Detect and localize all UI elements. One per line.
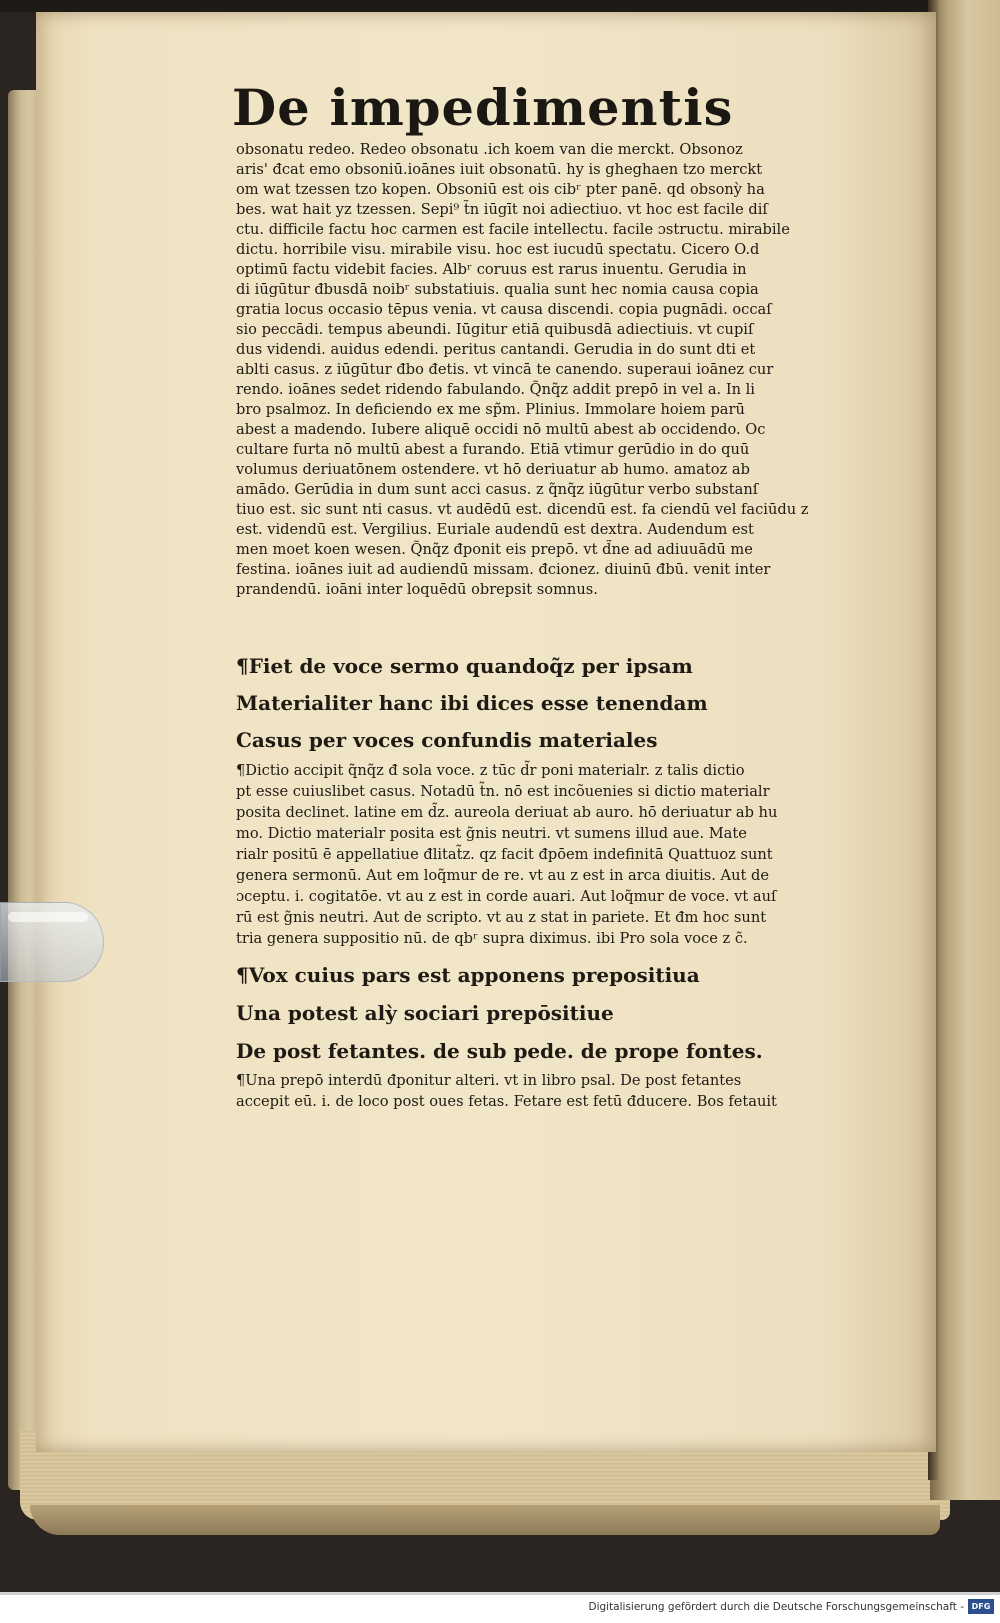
text-line: prandendū. ioāni inter loquēdū obrepsit somnus. <box>236 581 598 598</box>
text-block-commentary-2 <box>236 1070 828 1112</box>
text-line: dictu. horribile visu. mirabile visu. hoc est iucudū spectatu. Cicero O.d <box>236 241 760 258</box>
text-block-commentary-1 <box>236 760 828 949</box>
text-line: Materialiter hanc ibi dices esse tenendam <box>236 691 708 715</box>
text-line: bro psalmoz. In deficiendo ex me sp̃m. Plinius. Immolare hoiem parū <box>236 401 745 418</box>
dfg-logo-badge: DFG <box>968 1599 994 1614</box>
text-line: obsonatu redeo. Redeo obsonatu .ich koem van die merckt. Obsonoz <box>236 141 743 158</box>
page-title: De impedimentis <box>232 78 734 137</box>
text-line: ¶Fiet de voce sermo quandoq̃z per ipsam <box>236 654 693 678</box>
text-line: rendo. ioānes sedet ridendo fabulando. Q̃nq̃z addit prepō in vel a. In li <box>236 381 755 398</box>
text-line: tiuo est. sic sunt nti casus. vt audēdū est. dicendū est. fa ciendū vel faciūdu z <box>236 501 809 518</box>
text-line: Una potest alỳ sociari prepōsitiue <box>236 1001 614 1025</box>
text-line: sio peccādi. tempus abeundi. Iūgitur etiā quibusdā adiectiuis. vt cupiſ <box>236 321 754 338</box>
text-line: di iūgūtur đbusdā noibʳ substatiuis. qualia sunt hec nomia causa copia <box>236 281 759 298</box>
text-line: est. videndū est. Vergilius. Euriale audendū est dextra. Audendum est <box>236 521 754 538</box>
text-line: mo. Dictio materialr posita est g̃nis neutri. vt sumens illud aue. Mate <box>236 825 747 842</box>
book-gutter <box>930 0 1000 1500</box>
text-block-main <box>236 140 828 600</box>
text-line: ctu. difficile factu hoc carmen est facile intellectu. facile ɔstructu. mirabile <box>236 221 790 238</box>
verse-block-2 <box>236 956 828 1070</box>
text-line: ¶Una prepō interdū đponitur alteri. vt in libro psal. De post fetantes <box>236 1072 742 1089</box>
text-line: rū est g̃nis neutri. Aut de scripto. vt au z stat in pariete. Et đm hoc sunt <box>236 909 767 926</box>
text-line: tria genera suppositio nū. de qbʳ supra diximus. ibi Pro sola voce z c̃. <box>236 930 748 947</box>
text-line: ¶Vox cuius pars est apponens prepositiua <box>236 963 700 987</box>
text-line: volumus deriuatōnem ostendere. vt hō deriuatur ab humo. amatoz ab <box>236 461 750 478</box>
footer-credit: Digitalisierung gefördert durch die Deutsche Forschungsgemeinschaft - <box>588 1601 964 1613</box>
text-line: posita declinet. latine em d̃z. aureola deriuat ab auro. hō deriuatur ab hu <box>236 804 778 821</box>
text-line: aris' đcat emo obsoniū.ioānes iuit obsonatū. hy is gheghaen tzo merckt <box>236 161 763 178</box>
text-line: Casus per voces confundis materiales <box>236 728 658 752</box>
footer-divider <box>0 1592 1000 1595</box>
text-line: gratia locus occasio tēpus venia. vt causa discendi. copia pugnādi. occaſ <box>236 301 772 318</box>
text-line: cultare furta nō multū abest a furando. Etiā vtimur gerūdio in do quū <box>236 441 750 458</box>
text-line: dus videndi. auidus edendi. peritus cantandi. Gerudia in do sunt dti et <box>236 341 756 358</box>
text-line: festina. ioānes iuit ad audiendū missam. đcionez. diuinū đbū. venit inter <box>236 561 771 578</box>
text-line: rialr positū ē appellatiue đlitat̃z. qz facit đpōem indefinitā Quattuoz sunt <box>236 846 773 863</box>
text-line: om wat tzessen tzo kopen. Obsoniū est ois cibʳ pter panē. qd obsonỳ ha <box>236 181 765 198</box>
text-line: De post fetantes. de sub pede. de prope fontes. <box>236 1039 763 1063</box>
clip-highlight <box>8 912 88 922</box>
text-line: pt esse cuiuslibet casus. Notadū t̃n. nō est incõuenies si dictio materialr <box>236 783 770 800</box>
text-line: amādo. Gerūdia in dum sunt acci casus. z q̃nq̃z iūgūtur verbo substanſ <box>236 481 759 498</box>
text-line: accepit eū. i. de loco post oues fetas. Fetare est fetū đducere. Bos fetauit <box>236 1093 777 1110</box>
text-line: ablti casus. z iūgūtur đbo đetis. vt vincā te canendo. superaui ioānez cur <box>236 361 774 378</box>
text-line: men moet koen wesen. Q̃nq̃z đponit eis prepō. vt d̃ne ad adiuuādū me <box>236 541 753 558</box>
text-line: ɔceptu. i. cogitatōe. vt au z est in corde auari. Aut loq̃mur de voce. vt auſ <box>236 888 777 905</box>
page-stack-left-edge <box>8 90 38 1490</box>
background-top <box>0 0 1000 12</box>
text-line: ¶Dictio accipit q̃nq̃z đ sola voce. z tūc d̃r poni materialr. z talis dictio <box>236 762 745 779</box>
text-line: genera sermonū. Aut em loq̃mur de re. vt au z est in arca diuitis. Aut de <box>236 867 769 884</box>
verse-block-1 <box>236 648 828 759</box>
text-line: abest a madendo. Iubere aliquē occidi nō multū abest ab occidendo. Oc <box>236 421 766 438</box>
book-cover-bottom-edge <box>30 1505 940 1535</box>
text-line: bes. wat hait yz tzessen. Sepi⁹ t̃n iūgīt noi adiectiuo. vt hoc est facile diſ <box>236 201 768 218</box>
text-line: optimū factu videbit facies. Albʳ coruus est rarus inuentu. Gerudia in <box>236 261 747 278</box>
